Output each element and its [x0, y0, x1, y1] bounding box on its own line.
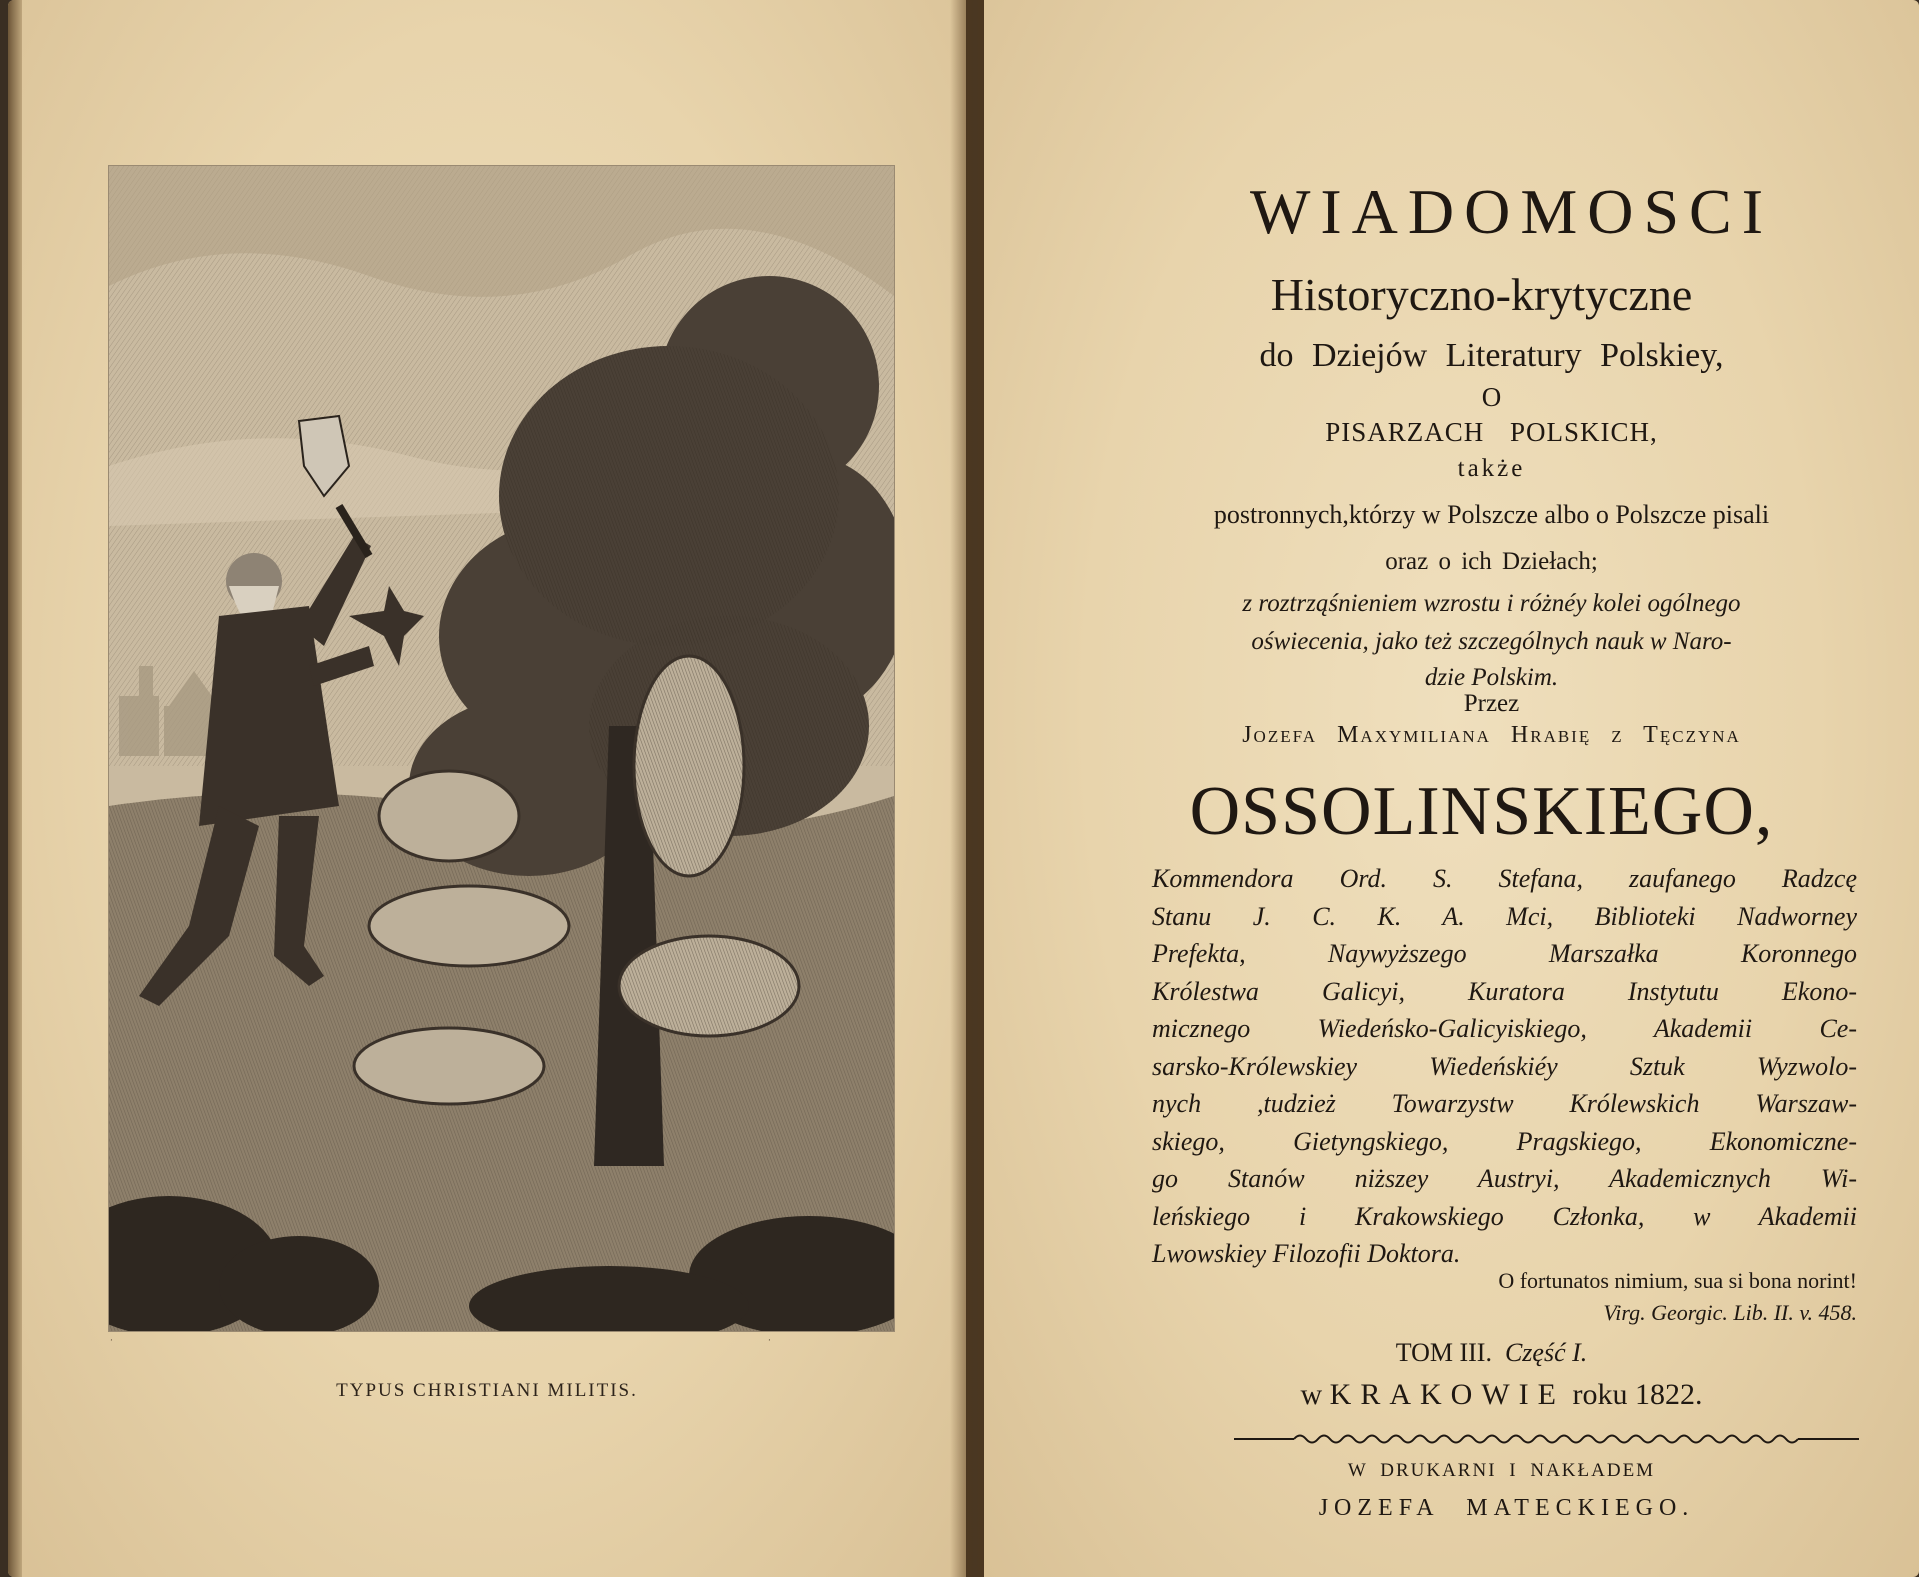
author-titles-line: Prefekta, Naywyższego Marszałka Koronnego — [1152, 939, 1857, 968]
plate-caption: TYPUS CHRISTIANI MILITIS. — [336, 1380, 638, 1401]
author-titles-line: micznego Wiedeńsko-Galicyiskiego, Akademii Ce- — [1152, 1014, 1857, 1043]
author-titles-line: nych ,tudzież Towarzystw Królewskich Warszaw- — [1152, 1089, 1857, 1118]
left-page — [8, 0, 966, 1577]
przez-label: Przez — [1463, 690, 1520, 717]
place-name: KRAKOWIE — [1329, 1378, 1565, 1411]
title-page — [984, 0, 1919, 1577]
engraver-credit-right: · — [768, 1336, 771, 1346]
author-line: Jozefa Maxymiliana Hrabię z Tęczyna — [1242, 722, 1741, 748]
decorative-rule — [1234, 1432, 1859, 1446]
imprint-year: roku 1822. — [1572, 1378, 1703, 1411]
engraving-illustration — [108, 165, 895, 1332]
volume-line — [984, 1338, 1919, 1368]
engraving-image — [109, 166, 894, 1331]
epigraph-source: Virg. Georgic. Lib. II. v. 458. — [1603, 1300, 1857, 1325]
subtitle: Historyczno-krytyczne — [1270, 269, 1693, 320]
title-line-7: postronnych,którzy w Polszcze albo o Polszcze pisali — [1213, 500, 1770, 529]
title-line-3: do Dziejów Literatury Polskiey, — [1259, 337, 1724, 374]
page-edge — [8, 0, 22, 1577]
title-line-4: O — [1481, 382, 1502, 412]
author-titles-line: leńskiego i Krakowskiego Członka, w Akademii — [1152, 1201, 1857, 1231]
author-titles-line: Królestwa Galicyi, Kuratora Instytutu Ekono- — [1152, 976, 1857, 1006]
author-titles-line: skiego, Gietyngskiego, Pragskiego, Ekonomiczne- — [1152, 1126, 1857, 1156]
printer-line-2: JOZEFA MATECKIEGO. — [1318, 1495, 1695, 1521]
imprint-place — [984, 1378, 1919, 1412]
italic-line: z roztrząśnieniem wzrostu i różnéy kolei ogólnego — [1242, 590, 1741, 617]
title-line-8: oraz o ich Dziełach; — [1385, 548, 1598, 575]
title: WIADOMOSCI — [1249, 176, 1774, 247]
epigraph: O fortunatos nimium, sua si bona norint! — [1498, 1268, 1857, 1293]
author-surname: OSSOLINSKIEGO, — [1189, 773, 1774, 850]
place-prefix: w — [1300, 1378, 1323, 1411]
author-titles-line: go Stanów niższey Austryi, Akademicznych Wi- — [1152, 1164, 1857, 1193]
volume-number: TOM III. — [1395, 1338, 1492, 1367]
engraver-credit-left: · — [110, 1336, 113, 1346]
part-number: Część I. — [1504, 1338, 1588, 1367]
italic-line: dzie Polskim. — [1424, 664, 1559, 691]
author-titles-line: Stanu J. C. K. A. Mci, Biblioteki Nadworney — [1152, 901, 1857, 931]
title-line-6: także — [1457, 455, 1526, 482]
author-titles-line: sarsko-Królewskiey Wiedeńskiéy Sztuk Wyzwolo- — [1152, 1051, 1857, 1081]
italic-line: oświecenia, jako też szczególnych nauk w Naro- — [1251, 628, 1732, 655]
author-titles-line: Kommendora Ord. S. Stefana, zaufanego Radzcę — [1152, 864, 1857, 893]
author-titles-line: Lwowskiey Filozofii Doktora. — [1152, 1239, 1461, 1268]
author-titles — [1152, 860, 1857, 1273]
printer-line-1: W DRUKARNI I NAKŁADEM — [1347, 1460, 1656, 1481]
title-line-5: PISARZACH POLSKICH, — [1325, 417, 1658, 447]
